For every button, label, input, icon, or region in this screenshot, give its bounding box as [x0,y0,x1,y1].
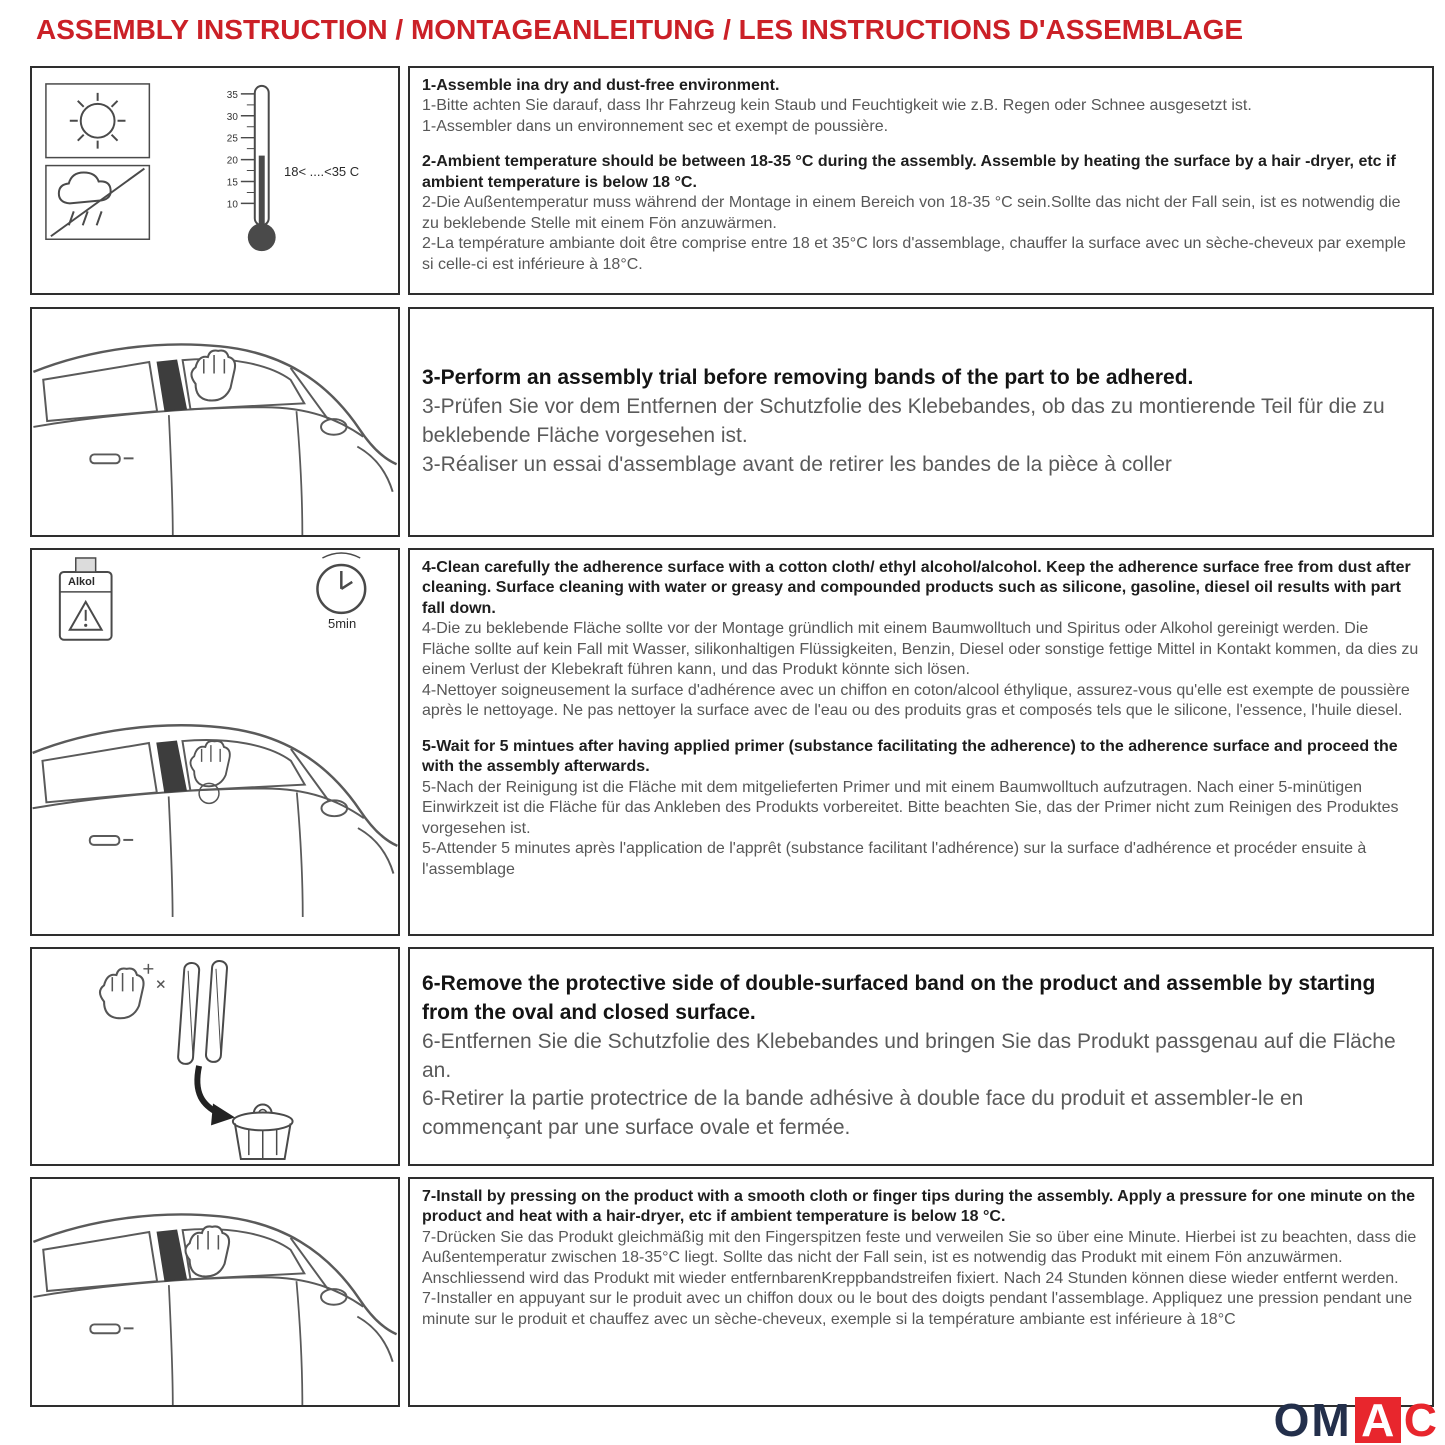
logo-letter-c: C [1403,1394,1437,1445]
instruction-text: 7-Installer en appuyant sur le produit avec un chiffon doux ou le bout des doigts pendant l'assemblage. Appliquez une pression pendant une minute sur le produit et chauffez avec un sèche-cheveux, exemple si la température ambiante est inférieure à 18°C [422,1290,1413,1328]
figure-cleaning-primer [30,548,400,936]
instruction-text: 3-Prüfen Sie vor dem Entfernen der Schutzfolie des Klebebandes, ob das zu montierende Teil für die zu beklebende Fläche vorgesehen ist. [422,395,1385,447]
instruction-text: 5-Nach der Reinigung ist die Fläche mit dem mitgelieferten Primer und mit einem Baumwolltuch aufzutragen. Nach einer 5-minütigen Einwirkzeit ist die Fläche für das Ankleben des Produkts vorbereitet. Bitte beachten Sie, das der Primer nicht zum Reinigen des Produktes vorgesehen ist. [422,778,1399,837]
svg-text:10: 10 [226,199,238,211]
thermometer-icon [227,86,276,251]
svg-text:30: 30 [226,111,238,123]
trash-can-icon [233,1105,293,1159]
temperature-range-label: 18< ....<35 C [284,164,360,179]
figure-assembly-trial [30,307,400,537]
page-title: ASSEMBLY INSTRUCTION / MONTAGEANLEITUNG / LES INSTRUCTIONS D'ASSEMBLAGE [36,14,1244,45]
sun-icon [70,93,126,149]
instruction-text: 6-Retirer la partie protectrice de la bande adhésive à double face du produit et assembler-le en commençant par une surface ovale et fermée. [422,1087,1304,1140]
logo-letters-om: OM [1273,1394,1352,1445]
arrow-down-icon [197,1066,235,1125]
instruction-text: 3-Réaliser un essai d'assemblage avant de retirer les bandes de la pièce à coller [422,452,1172,476]
hand-icon [191,350,235,400]
instruction-text: 1-Assembler dans un environnement sec et exempt de poussière. [422,117,889,135]
instruction-text: 2-Ambient temperature should be between 18-35 °C during the assembly. Assemble by heating the surface by a hair -dryer, etc if ambient temperature is below 18 °C. [422,153,1396,191]
step-7-text [408,1177,1434,1407]
instruction-text: 7-Drücken Sie das Produkt gleichmäßig mit den Fingerspitzen feste und verweilen Sie so über eine Minute. Hierbei ist zu beachten, dass die Außentemperatur zwischen 18-35°C liegt. Sollte das nicht der Fall sein, ist es notwendig das Produkt mit einem Fön anzuwärmen. Anschliessend wird das Produkt mit wieder entfernbarenKreppbandstreifen fixiert. Nach 24 Stunden können diese wieder entfernt werden. [422,1228,1417,1287]
instruction-text: 4-Clean carefully the adherence surface with a cotton cloth/ ethyl alcohol/alcohol. Keep the adherence surface free from dust after cleaning. Surface cleaning with water or greasy and compounded products such as silicone, gasoline, diesel oil results with part fall down. [422,559,1411,617]
instruction-text: 6-Entfernen Sie die Schutzfolie des Klebebandes und bringen Sie das Produkt passgenau auf die Fläche an. [422,1029,1396,1082]
instruction-text: 2-La température ambiante doit être comprise entre 18 et 35°C lors d'assemblage, chauffer la surface avec un sèche-cheveux par exemple si celle-ci est inférieure à 18°C. [422,235,1406,273]
bottle-label: Alkol [68,576,95,588]
hand-icon [100,964,164,1018]
omac-logo [1273,1394,1437,1445]
figure-environment-temperature [30,66,400,295]
instruction-text: 7-Install by pressing on the product with a smooth cloth or finger tips during the assembly. Apply a pressure for one minute on the product and heat with a hair-dryer, etc if ambient temperature is below 18 °C. [422,1188,1415,1226]
instruction-text: 4-Nettoyer soigneusement la surface d'adhérence avec un chiffon en coton/alcool éthylique, assurez-vous qu'elle est exempte de poussière après le nettoyage. Ne pas nettoyer la surface avec de l'eau ou des produits gras et composés tels que le silicone, l'essence, l'huile diesel. [422,681,1410,720]
warning-triangle-icon [70,602,102,630]
instruction-text: 3-Perform an assembly trial before removing bands of the part to be adhered. [422,366,1194,390]
instruction-text: 2-Die Außentemperatur muss während der Montage in einem Bereich von 18-35 °C sein.Sollte das nicht der Fall sein, ist es notwendig die zu beklebende Stelle mit einem Fön anzuwärmen. [422,194,1401,232]
hand-icon [190,741,229,803]
instruction-text: 5-Attender 5 minutes après l'application de l'apprêt (substance facilitant l'adhérence) sur la surface d'adhérence et procéder ensuite à l'assemblage [422,840,1367,878]
svg-text:15: 15 [226,177,238,189]
step-6-text [408,947,1434,1166]
step-4-5-text [408,548,1434,936]
step-3-text [408,307,1434,537]
no-rain-crossed-icon [51,169,144,237]
instruction-text: 4-Die zu beklebende Fläche sollte vor der Montage gründlich mit einem Baumwolltuch und Spiritus oder Alkohol gereinigt werden. Die Fläche sollte auf kein Fall mit Wasser, silikonhaltigen Flüssigkeiten, Benzin, Diesel oder sonstige fettige Mittel in Kontakt kommen, da dies zu einem Verlust der Klebekraft führen kann, und das Produkt könnte sich lösen. [422,620,1419,679]
svg-text:35: 35 [226,89,238,101]
figure-remove-band [30,947,400,1166]
car-trial-svg [32,309,398,535]
instruction-text: 5-Wait for 5 mintues after having applied primer (substance facilitating the adherence) to the adherence surface and proceed the with the assembly afterwards. [422,737,1398,776]
car-press-svg [32,1179,398,1405]
figure-press-product [30,1177,400,1407]
clock-duration-label: 5min [328,616,357,631]
logo-letter-a: A [1361,1394,1395,1445]
alcohol-bottle-icon [60,558,112,640]
instruction-text: 1-Assemble ina dry and dust-free environment. [422,77,780,94]
step-1-2-text [408,66,1434,295]
svg-text:25: 25 [226,133,238,145]
remove-band-svg [32,949,398,1164]
cleaning-figure-svg [32,550,398,934]
svg-text:20: 20 [226,155,238,167]
clock-icon [317,553,365,613]
environment-figure-svg [32,68,398,293]
logo-a-square [1355,1394,1401,1445]
adhesive-strips-icon [178,961,228,1065]
instruction-text: 6-Remove the protective side of double-surfaced band on the product and assemble by starting from the oval and closed surface. [422,971,1376,1024]
hand-icon [185,1226,229,1276]
instruction-text: 1-Bitte achten Sie darauf, dass Ihr Fahrzeug kein Staub und Feuchtigkeit wie z.B. Regen oder Schnee ausgesetzt ist. [422,97,1252,115]
